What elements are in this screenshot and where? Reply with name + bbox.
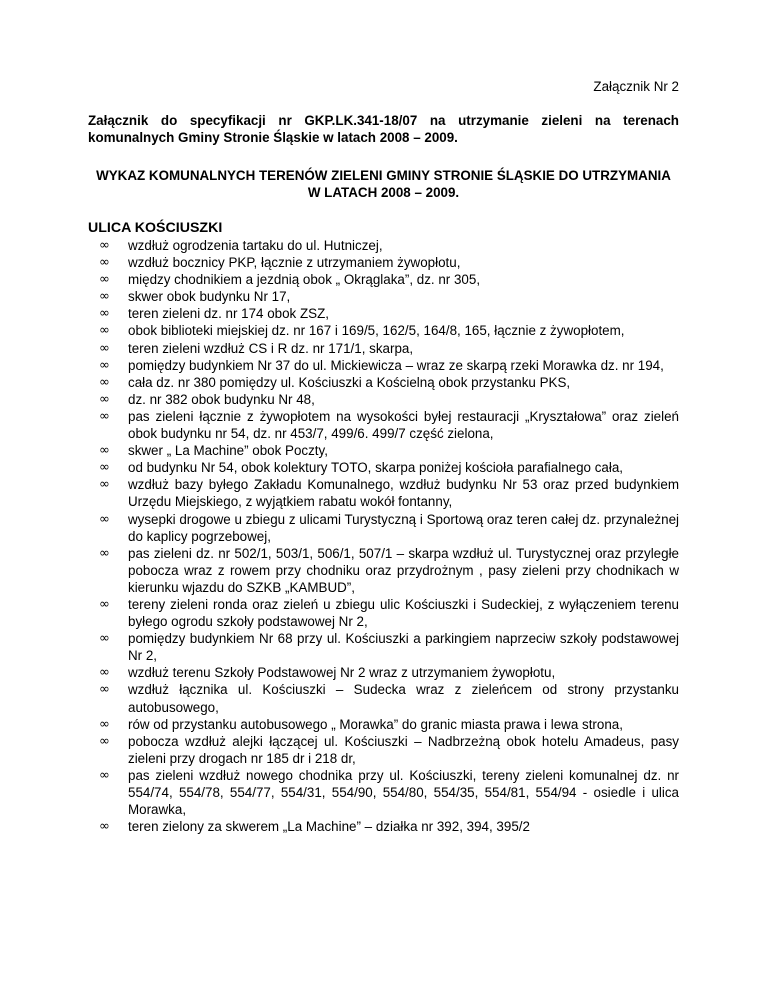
infinity-bullet-icon: ∞ [99, 545, 110, 561]
list-item-text: pobocza wzdłuż alejki łączącej ul. Kościuszki – Nadbrzeżną obok hotelu Amadeus, pasy zieleni przy drogach nr 185 dr i 218 dr, [128, 733, 679, 766]
list-item-text: teren zielony za skwerem „La Machine” – działka nr 392, 394, 395/2 [128, 819, 530, 835]
list-item-text: między chodnikiem a jezdnią obok „ Okrąglaka”, dz. nr 305, [128, 272, 481, 288]
list-item [88, 305, 679, 322]
infinity-bullet-icon: ∞ [99, 391, 110, 407]
list-item-text: wysepki drogowe u zbiegu z ulicami Turystyczną i Sportową oraz teren całej dz. przynależnej do kaplicy pogrzebowej, [128, 511, 679, 544]
list-item [88, 511, 679, 545]
list-item [88, 767, 679, 818]
list-item-text: pomiędzy budynkiem Nr 68 przy ul. Kościuszki a parkingiem naprzeciw szkoły podstawowej Nr 2, [128, 631, 679, 664]
list-item [88, 545, 679, 596]
list-item [88, 630, 679, 664]
list-item-text: wzdłuż bazy byłego Zakładu Komunalnego, wzdłuż budynku Nr 53 oraz przed budynkiem Urzędu Miejskiego, z wyjątkiem rabatu wokół fontanny, [128, 477, 679, 510]
list-item-text: pas zieleni wzdłuż nowego chodnika przy ul. Kościuszki, tereny zieleni komunalnej dz. nr 554/74, 554/78, 554/77, 554/31, 554/90, 554/80, 554/35, 554/81, 554/94 - osiedle i ulica Morawka, [128, 767, 679, 818]
list-item [88, 237, 679, 254]
list-item-text: rów od przystanku autobusowego „ Morawka” do granic miasta prawa i lewa strona, [128, 716, 623, 732]
infinity-bullet-icon: ∞ [99, 306, 110, 322]
infinity-bullet-icon: ∞ [99, 289, 110, 305]
list-item-text: wzdłuż bocznicy PKP, łącznie z utrzymaniem żywopłotu, [128, 255, 461, 271]
infinity-bullet-icon: ∞ [99, 272, 110, 288]
infinity-bullet-icon: ∞ [99, 733, 110, 749]
infinity-bullet-icon: ∞ [99, 596, 110, 612]
list-item-text: obok biblioteki miejskiej dz. nr 167 i 169/5, 162/5, 164/8, 165, łącznie z żywopłotem, [128, 323, 625, 339]
list-item-text: tereny zieleni ronda oraz zieleń u zbiegu ulic Kościuszki i Sudeckiej, z wyłączeniem terenu byłego ogrodu szkoły podstawowej Nr 2, [128, 596, 679, 630]
infinity-bullet-icon: ∞ [99, 374, 110, 390]
list-item-text: wzdłuż ogrodzenia tartaku do ul. Hutniczej, [128, 238, 383, 253]
list-item [88, 442, 679, 459]
list-item-text: wzdłuż łącznika ul. Kościuszki – Sudecka wraz z zieleńcem od strony przystanku autobusowego, [128, 682, 679, 715]
list-item [88, 340, 679, 357]
list-item-text: pas zieleni dz. nr 502/1, 503/1, 506/1, 507/1 – skarpa wzdłuż ul. Turystycznej oraz przyległe pobocza wraz z rowem przy chodniku oraz przydrożnym , pasy zieleni przy chodnikach w kierunku wjazdu do SZKB „KAMBUD”, [128, 545, 679, 595]
list-item [88, 322, 679, 339]
list-item [88, 681, 679, 715]
list-item [88, 476, 679, 510]
list-item [88, 408, 679, 442]
list-item [88, 733, 679, 767]
infinity-bullet-icon: ∞ [99, 443, 110, 459]
infinity-bullet-icon: ∞ [99, 477, 110, 493]
list-item [88, 459, 679, 476]
list-item [88, 596, 679, 630]
list-item [88, 357, 679, 374]
list-item-text: cała dz. nr 380 pomiędzy ul. Kościuszki a Kościelną obok przystanku PKS, [128, 374, 571, 390]
list-item-text: pas zieleni łącznie z żywopłotem na wysokości byłej restauracji „Kryształowa” oraz zieleń obok budynku nr 54, dz. nr 453/7, 499/6. 499/7 część zielona, [128, 408, 679, 442]
annex-label: Załącznik Nr 2 [593, 79, 679, 94]
list-item-text: od budynku Nr 54, obok kolektury TOTO, skarpa poniżej kościoła parafialnego cała, [128, 460, 623, 476]
document-page [88, 78, 679, 835]
list-item [88, 818, 679, 835]
list-item [88, 664, 679, 681]
infinity-bullet-icon: ∞ [99, 819, 110, 835]
list-item [88, 716, 679, 733]
infinity-bullet-icon: ∞ [99, 255, 110, 271]
street-heading: ULICA KOŚCIUSZKI [88, 220, 223, 236]
list-item-text: skwer obok budynku Nr 17, [128, 289, 291, 305]
list-item-text: dz. nr 382 obok budynku Nr 48, [128, 391, 315, 407]
infinity-bullet-icon: ∞ [99, 631, 110, 647]
infinity-bullet-icon: ∞ [99, 340, 110, 356]
infinity-bullet-icon: ∞ [99, 460, 110, 476]
list-item [88, 391, 679, 408]
infinity-bullet-icon: ∞ [99, 238, 110, 253]
list-item-text: teren zieleni wzdłuż CS i R dz. nr 171/1, skarpa, [128, 340, 414, 356]
list-item-text: pomiędzy budynkiem Nr 37 do ul. Mickiewicza – wraz ze skarpą rzeki Morawka dz. nr 194, [128, 357, 664, 373]
list-item [88, 254, 679, 271]
infinity-bullet-icon: ∞ [99, 716, 110, 732]
infinity-bullet-icon: ∞ [99, 323, 110, 339]
list-item-text: skwer „ La Machine” obok Poczty, [128, 443, 328, 459]
list-item [88, 271, 679, 288]
infinity-bullet-icon: ∞ [99, 511, 110, 527]
document-title: WYKAZ KOMUNALNYCH TERENÓW ZIELENI GMINY STRONIE ŚLĄSKIE DO UTRZYMANIA W LATACH 2008 – 2009. [96, 168, 671, 200]
list-item-text: teren zieleni dz. nr 174 obok ZSZ, [128, 306, 329, 322]
infinity-bullet-icon: ∞ [99, 357, 110, 373]
infinity-bullet-icon: ∞ [99, 665, 110, 681]
infinity-bullet-icon: ∞ [99, 408, 110, 424]
specification-reference: Załącznik do specyfikacji nr GKP.LK.341-18/07 na utrzymanie zieleni na terenach komunalnych Gminy Stronie Śląskie w latach 2008 – 2009. [88, 113, 679, 145]
infinity-bullet-icon: ∞ [99, 682, 110, 698]
list-item [88, 374, 679, 391]
list-item-text: wzdłuż terenu Szkoły Podstawowej Nr 2 wraz z utrzymaniem żywopłotu, [128, 665, 556, 681]
green-areas-list [88, 237, 679, 835]
infinity-bullet-icon: ∞ [99, 767, 110, 783]
list-item [88, 288, 679, 305]
